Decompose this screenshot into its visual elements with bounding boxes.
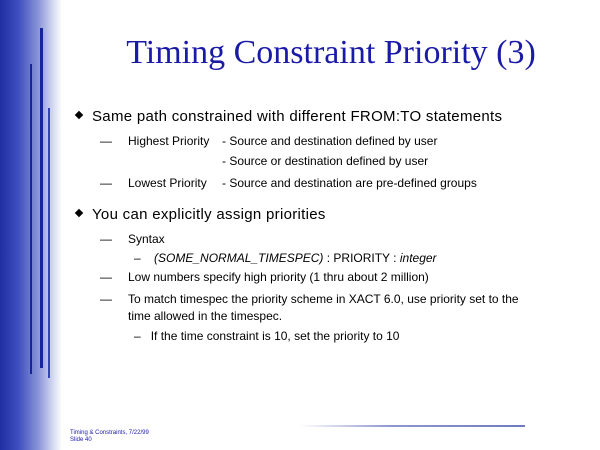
footer-course: Timing & Constraints, 7/22/99: [70, 430, 149, 436]
decorative-band-line: [48, 108, 50, 378]
bullet-1-text: Same path constrained with different FROM:TO statements: [92, 108, 503, 125]
dash-icon: —: [100, 292, 112, 306]
bullet-1: [76, 108, 502, 125]
dash-icon: —: [100, 134, 112, 148]
syntax-line: [134, 251, 437, 265]
en-dash-icon: –: [134, 329, 141, 343]
syntax-timespec: (SOME_NORMAL_TIMESPEC): [154, 251, 324, 265]
slide-title: Timing Constraint Priority (3): [126, 34, 536, 71]
diamond-bullet-icon: [75, 111, 83, 119]
syntax-integer: integer: [399, 251, 437, 265]
dash-icon: —: [100, 232, 112, 246]
priority-label-lowest: Lowest Priority: [128, 176, 207, 190]
footer-rule: [300, 425, 525, 427]
low-numbers-text: Low numbers specify high priority (1 thru about 2 million): [128, 270, 429, 284]
example-text: If the time constraint is 10, set the priority to 10: [150, 329, 400, 343]
dash-icon: —: [100, 176, 112, 190]
bullet-2-text: You can explicitly assign priorities: [92, 206, 326, 223]
slide-footer: [70, 430, 149, 444]
diamond-bullet-icon: [75, 209, 83, 217]
syntax-label: Syntax: [128, 232, 165, 246]
en-dash-icon: –: [134, 251, 141, 265]
dash-icon: —: [100, 270, 112, 284]
priority-desc-highest: - Source and destination defined by user: [222, 134, 438, 148]
example-line: [134, 329, 399, 343]
decorative-band-line: [40, 28, 43, 368]
footer-slide-number: Slide 40: [70, 437, 92, 443]
decorative-band-line: [30, 64, 32, 374]
priority-label-highest: Highest Priority: [128, 134, 210, 148]
priority-desc-lowest: - Source and destination are pre-defined groups: [222, 176, 477, 190]
syntax-priority-keyword: : PRIORITY :: [323, 251, 400, 265]
bullet-2: [76, 206, 326, 223]
match-text-line2: time allowed in the timespec.: [128, 309, 283, 323]
match-text-line1: To match timespec the priority scheme in XACT 6.0, use priority set to the: [128, 292, 519, 306]
priority-desc-middle: - Source or destination defined by user: [222, 154, 429, 168]
